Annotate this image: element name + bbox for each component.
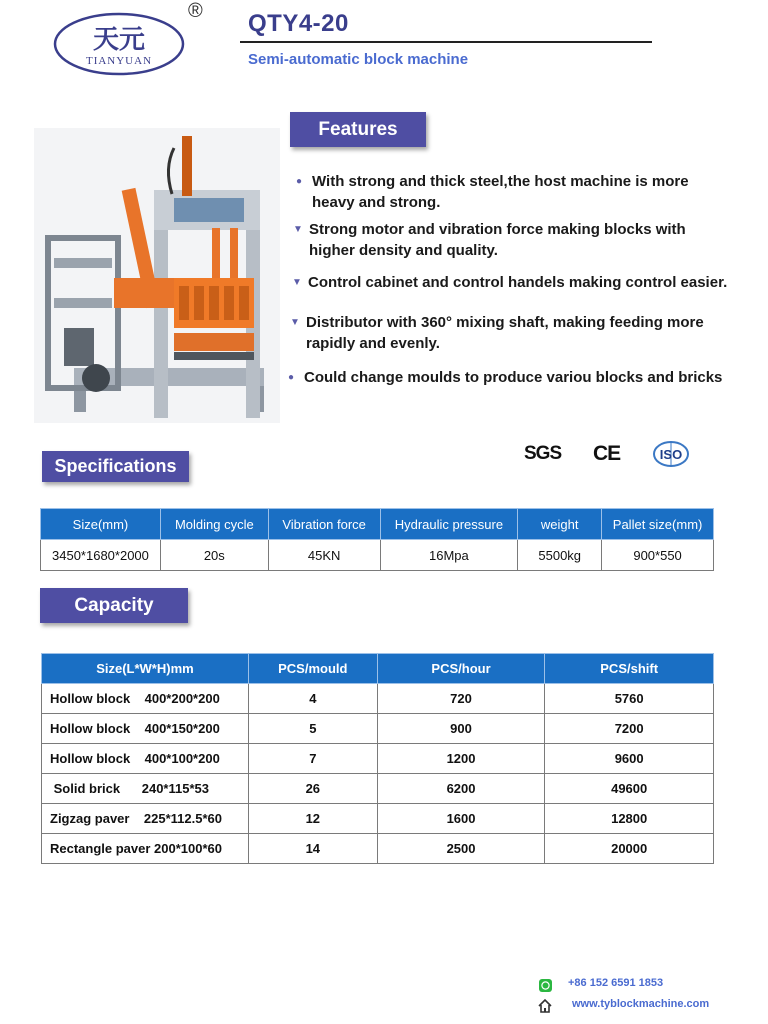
table-cell: 45KN [268,540,380,571]
feature-item [292,272,748,293]
table-cell: 7200 [545,714,714,744]
table-row [42,744,714,774]
table-cell: 5500kg [518,540,602,571]
features-heading: Features [290,112,426,147]
table-cell: 1200 [377,744,545,774]
table-header-row [41,509,714,540]
table-cell: 7 [248,744,377,774]
table-header-cell: PCS/shift [545,654,714,684]
home-icon [537,998,553,1014]
table-cell: 20s [160,540,268,571]
bullet-icon: ▼ [293,224,303,235]
table-cell: 1600 [377,804,545,834]
table-cell: Hollow block 400*200*200 [42,684,249,714]
table-cell: 16Mpa [380,540,518,571]
capacity-heading: Capacity [40,588,188,623]
table-row [42,684,714,714]
bullet-icon: ● [296,176,303,187]
feature-text: Control cabinet and control handels making control easier. [308,274,728,291]
table-cell: 12 [248,804,377,834]
table-cell: Hollow block 400*150*200 [42,714,249,744]
feature-text: Strong motor and vibration force making blocks with higher density and quality. [309,221,686,259]
table-cell: 4 [248,684,377,714]
table-cell: 26 [248,774,377,804]
bullet-icon: ▼ [290,317,300,328]
specifications-heading: Specifications [42,451,189,482]
table-cell: 14 [248,834,377,864]
table-header-cell: Size(L*W*H)mm [42,654,249,684]
bullet-icon: ● [288,372,295,383]
table-cell: 20000 [545,834,714,864]
header-divider [240,41,652,43]
logo-english-text: TIANYUAN [85,55,153,67]
table-cell: 3450*1680*2000 [41,540,161,571]
model-title: QTY4-20 [248,10,349,37]
feature-item [290,312,726,354]
specifications-table [40,508,714,571]
table-header-cell: Hydraulic pressure [380,509,518,540]
logo-chinese-text: 天元 [92,25,146,55]
block-machine-image [34,128,280,423]
table-header-cell: Size(mm) [41,509,161,540]
table-row [42,774,714,804]
table-cell: Rectangle paver 200*100*60 [42,834,249,864]
table-header-cell: Vibration force [268,509,380,540]
table-cell: 900 [377,714,545,744]
machine-subtitle: Semi-automatic block machine [248,51,469,68]
feature-item [296,171,722,213]
whatsapp-icon [539,979,552,992]
phone-number[interactable]: +86 152 6591 1853 [568,977,664,989]
iso-certification-logo [652,440,690,468]
table-row [42,804,714,834]
table-cell: 5 [248,714,377,744]
table-cell: Zigzag paver 225*112.5*60 [42,804,249,834]
feature-item [288,367,744,388]
feature-text: Could change moulds to produce variou blocks and bricks [304,369,723,386]
feature-item [293,219,719,261]
table-row [42,714,714,744]
table-header-cell: Molding cycle [160,509,268,540]
website-link[interactable]: www.tyblockmachine.com [572,998,710,1010]
table-row [42,834,714,864]
table-header-cell: Pallet size(mm) [602,509,714,540]
table-cell: Solid brick 240*115*53 [42,774,249,804]
table-cell: 9600 [545,744,714,774]
tianyuan-logo [52,12,186,76]
table-cell: 6200 [377,774,545,804]
table-header-cell: PCS/hour [377,654,545,684]
bullet-icon: ▼ [292,277,302,288]
table-row [41,540,714,571]
feature-text: With strong and thick steel,the host machine is more heavy and strong. [312,173,689,211]
table-header-cell: weight [518,509,602,540]
table-cell: 5760 [545,684,714,714]
table-cell: 49600 [545,774,714,804]
table-cell: 720 [377,684,545,714]
iso-text: ISO [659,447,683,462]
sgs-certification-logo: SGS [524,443,562,464]
table-cell: 900*550 [602,540,714,571]
table-header-cell: PCS/mould [248,654,377,684]
registered-mark: ® [188,0,203,22]
feature-text: Distributor with 360° mixing shaft, making feeding more rapidly and evenly. [306,314,704,352]
capacity-table [41,653,714,864]
table-cell: 12800 [545,804,714,834]
table-header-row [42,654,714,684]
table-cell: 2500 [377,834,545,864]
ce-certification-logo: CE [593,442,621,465]
table-cell: Hollow block 400*100*200 [42,744,249,774]
